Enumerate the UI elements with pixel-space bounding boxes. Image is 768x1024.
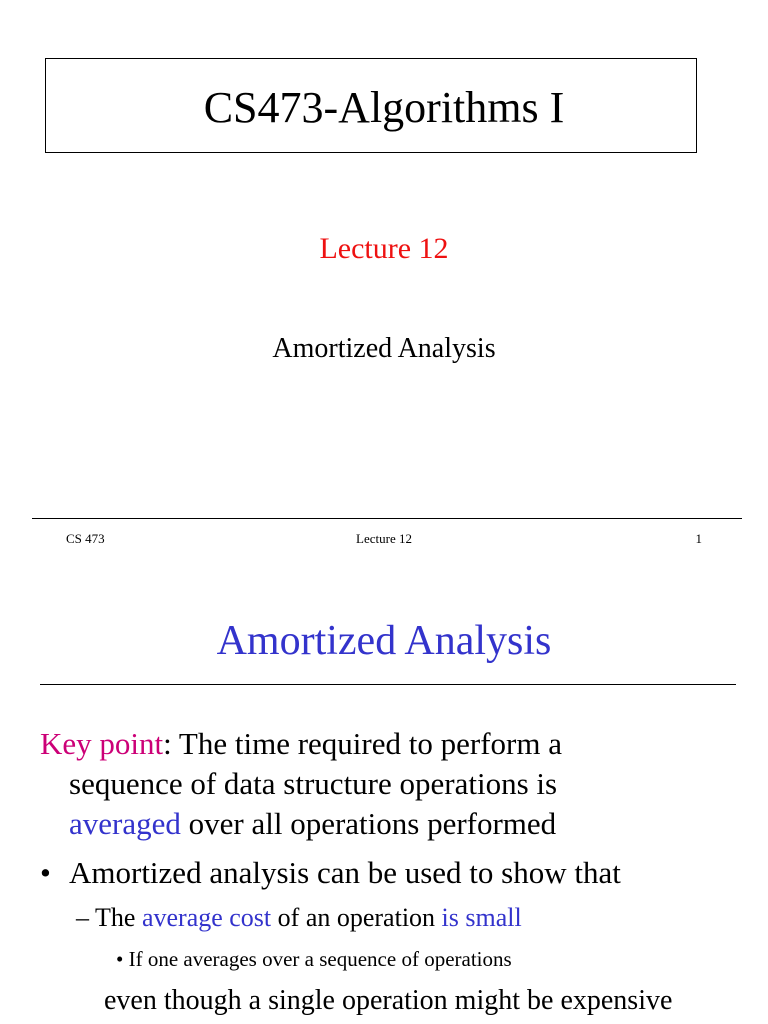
footer-course: CS 473 bbox=[66, 531, 105, 546]
title-divider bbox=[40, 684, 736, 685]
sub-bullet-middle: of an operation bbox=[271, 903, 442, 932]
lecture-label: Lecture 12 bbox=[319, 232, 449, 265]
averaged-highlight: averaged bbox=[69, 806, 181, 841]
key-point-line-3-text: over all operations performed bbox=[180, 806, 557, 841]
key-point-text: : The time required to perform a bbox=[163, 726, 562, 761]
slide-subtitle: Amortized Analysis bbox=[272, 333, 496, 364]
key-point-line-3 bbox=[69, 804, 556, 844]
footer-divider bbox=[32, 518, 742, 519]
course-title: CS473-Algorithms I bbox=[203, 83, 565, 132]
slide2-title: Amortized Analysis bbox=[216, 618, 552, 664]
continuation-line: even though a single operation might be expensive bbox=[104, 985, 673, 1016]
key-point-label: Key point bbox=[40, 726, 164, 761]
footer-lecture: Lecture 12 bbox=[356, 531, 412, 546]
sub-bullet-item bbox=[76, 901, 522, 935]
sub-bullet-dash: – The bbox=[76, 903, 142, 932]
key-point-line-2: sequence of data structure operations is bbox=[69, 766, 558, 801]
footer-page-number: 1 bbox=[695, 531, 702, 546]
key-point-line-1 bbox=[40, 724, 562, 764]
bullet-text: Amortized analysis can be used to show that bbox=[69, 855, 621, 890]
sub-sub-bullet-item: • If one averages over a sequence of operations bbox=[116, 947, 512, 971]
is-small-highlight: is small bbox=[441, 903, 522, 932]
average-cost-highlight: average cost bbox=[141, 903, 272, 932]
bullet-marker: • bbox=[40, 855, 51, 890]
